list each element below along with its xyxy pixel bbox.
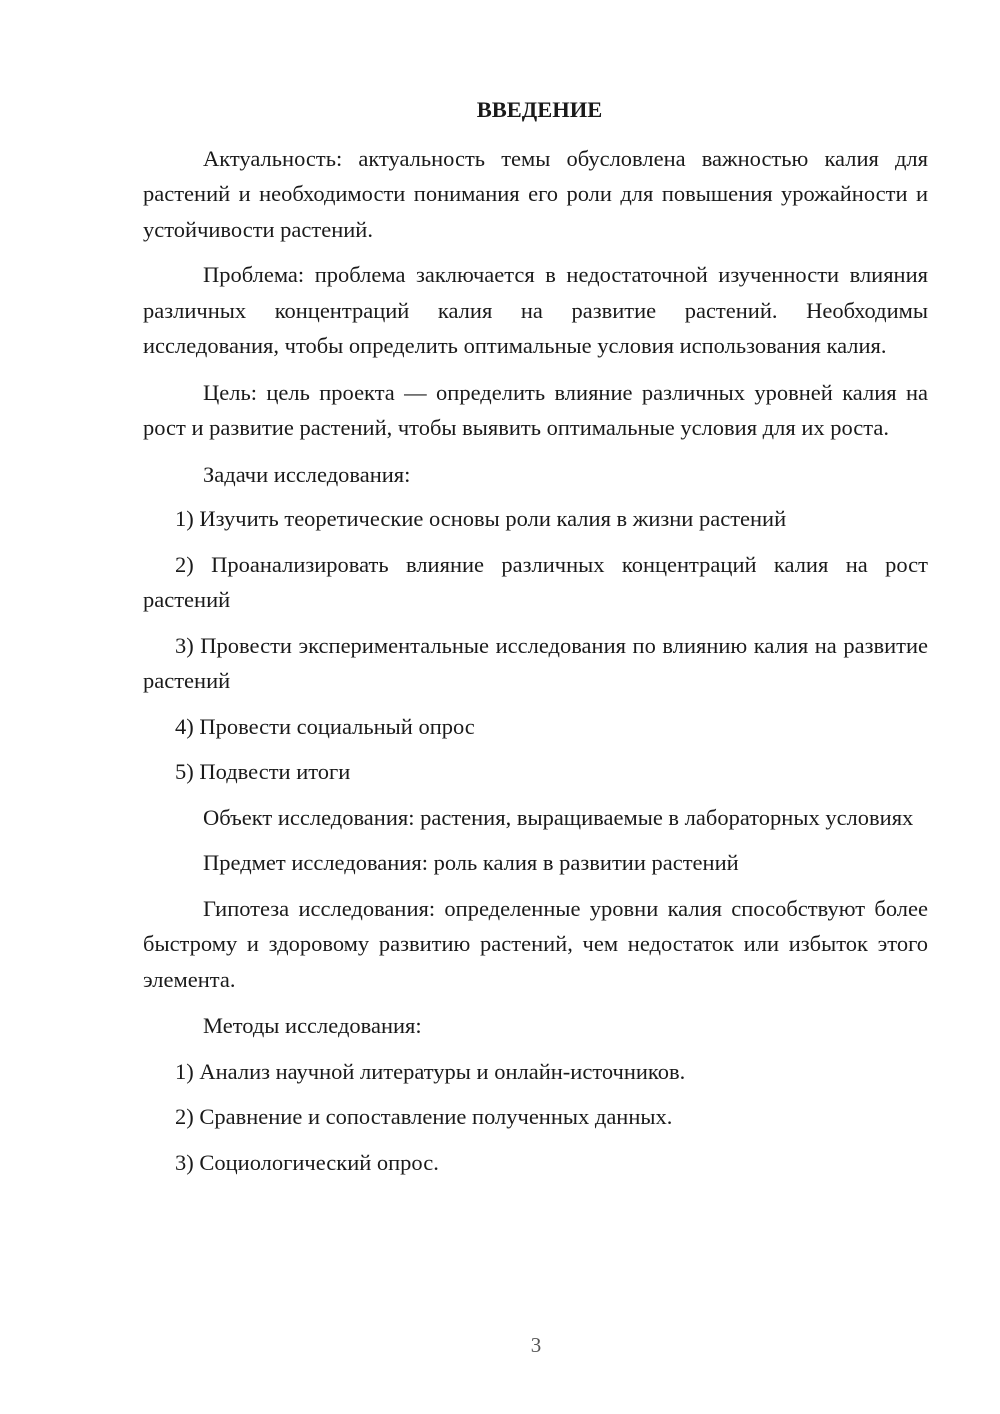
task-item: 1) Изучить теоретические основы роли калия в жизни растений	[175, 506, 787, 531]
task-item: 2) Проанализировать влияние различных концентраций калия на рост растений	[143, 551, 928, 612]
method-item: 3) Социологический опрос.	[175, 1149, 439, 1175]
problem-paragraph: Проблема: проблема заключается в недостаточной изученности влияния различных концентраций калия на развитие растений. Необходимы исследования, чтобы определить оптимальные условия использования калия.	[143, 262, 928, 358]
method-item: 1) Анализ научной литературы и онлайн-источников.	[175, 1058, 686, 1084]
goal-paragraph: Цель: цель проекта — определить влияние различных уровней калия на рост и развитие растений, чтобы выявить оптимальные условия для их роста.	[143, 379, 928, 440]
task-item: 4) Провести социальный опрос	[175, 713, 475, 739]
page-number: 3	[530, 1333, 542, 1357]
relevance-paragraph: Актуальность: актуальность темы обусловлена важностью калия для растений и необходимости понимания его роли для повышения урожайности и устойчивости растений.	[143, 145, 928, 242]
section-title: ВВЕДЕНИЕ	[476, 97, 603, 122]
task-item: 3) Провести экспериментальные исследования по влиянию калия на развитие растений	[143, 632, 928, 693]
task-item: 5) Подвести итоги	[175, 759, 351, 784]
methods-heading: Методы исследования:	[203, 1013, 422, 1038]
subject-paragraph: Предмет исследования: роль калия в развитии растений	[203, 850, 739, 875]
method-item: 2) Сравнение и сопоставление полученных данных.	[175, 1104, 673, 1129]
hypothesis-paragraph: Гипотеза исследования: определенные уровни калия способствуют более быстрому и здоровому развитию растений, чем недостаток или избыток этого элемента.	[143, 895, 928, 992]
object-paragraph: Объект исследования: растения, выращиваемые в лабораторных условиях	[203, 804, 914, 830]
page-content	[143, 92, 928, 1190]
tasks-heading: Задачи исследования:	[203, 461, 411, 487]
